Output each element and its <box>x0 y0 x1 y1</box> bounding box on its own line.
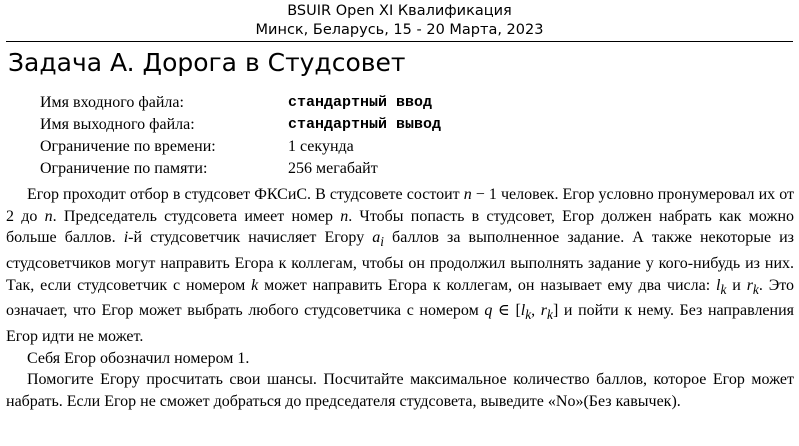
math-var: a <box>372 229 381 247</box>
math-var: l <box>520 302 526 320</box>
problem-statement <box>6 184 794 413</box>
text-segment: ] и пойти к нему. Без направления Егор идти не может. <box>6 302 795 346</box>
text-segment: , <box>531 302 541 320</box>
info-value: 256 мегабайт <box>288 160 378 177</box>
math-var: n <box>340 207 349 225</box>
info-key: Ограничение по памяти: <box>40 160 208 177</box>
math-subscript: k <box>720 281 727 297</box>
text-segment: . Председатель студсовета имеет номер <box>52 207 341 225</box>
text-segment: и <box>726 276 747 294</box>
math-var: l <box>716 276 721 294</box>
math-subscript: k <box>525 307 532 323</box>
info-key: Ограничение по времени: <box>40 138 216 155</box>
page-header <box>0 2 799 40</box>
text-segment: . Это означает, что Егор может выбрать любого студсоветчика с номером <box>6 276 795 320</box>
text-segment: может направить Егора к коллегам, он называет ему два числа: <box>258 276 717 294</box>
info-value: 1 секунда <box>288 138 354 155</box>
math-var: i <box>123 229 129 247</box>
text-segment: − 1 человек. Егор условно пронумеровал их от 2 до <box>6 186 795 225</box>
math-var: q <box>484 302 493 320</box>
statement-paragraph-legend <box>6 184 794 348</box>
math-subscript: k <box>752 281 759 297</box>
info-row-input-file <box>40 92 441 114</box>
info-row-time-limit <box>40 136 441 158</box>
statement-paragraph-self: Себя Егор обозначил номером 1. <box>27 349 250 367</box>
info-row-memory-limit <box>40 158 441 180</box>
math-subscript: k <box>547 307 553 323</box>
math-var: n <box>44 207 53 225</box>
info-row-output-file <box>40 114 441 136</box>
header-divider <box>6 41 793 42</box>
info-key: Имя выходного файла: <box>40 116 195 133</box>
text-segment: ∈ [ <box>492 302 521 320</box>
math-var: r <box>746 276 753 294</box>
text-segment: Егор проходит отбор в студсовет ФКСиС. В студсовете состоит <box>27 186 464 203</box>
header-location-date: Минск, Беларусь, 15 - 20 Марта, 2023 <box>255 22 544 38</box>
info-key: Имя входного файла: <box>40 94 184 111</box>
math-subscript: i <box>380 234 384 250</box>
math-var: r <box>540 302 548 320</box>
problem-title: Задача A. Дорога в Студсовет <box>8 48 406 77</box>
math-var: n <box>463 186 472 203</box>
text-segment: . Чтобы попасть в студсовет, Егор должен набрать как можно больше баллов. <box>6 207 795 247</box>
info-value: стандартный вывод <box>288 116 442 133</box>
header-contest-name: BSUIR Open XI Квалификация <box>287 3 512 19</box>
statement-paragraph-task: Помогите Егору просчитать свои шансы. Посчитайте максимальное количество баллов, которое Егор может набрать. Если Егор не сможет добраться до председателя студсовета, выведите «No»(Без кавычек). <box>6 371 794 410</box>
text-segment: баллов за выполненное задание. А также некоторые из студсоветчиков могут направить Егора к коллегам, чтобы он продолжил выполнять задание у кого-нибудь из них. Так, если студсоветчик с номером <box>6 229 795 294</box>
text-segment: -й студсоветчик начисляет Егору <box>128 229 373 247</box>
problem-info-table <box>40 92 441 180</box>
info-value: стандартный ввод <box>288 94 433 111</box>
math-var: k <box>251 276 259 294</box>
